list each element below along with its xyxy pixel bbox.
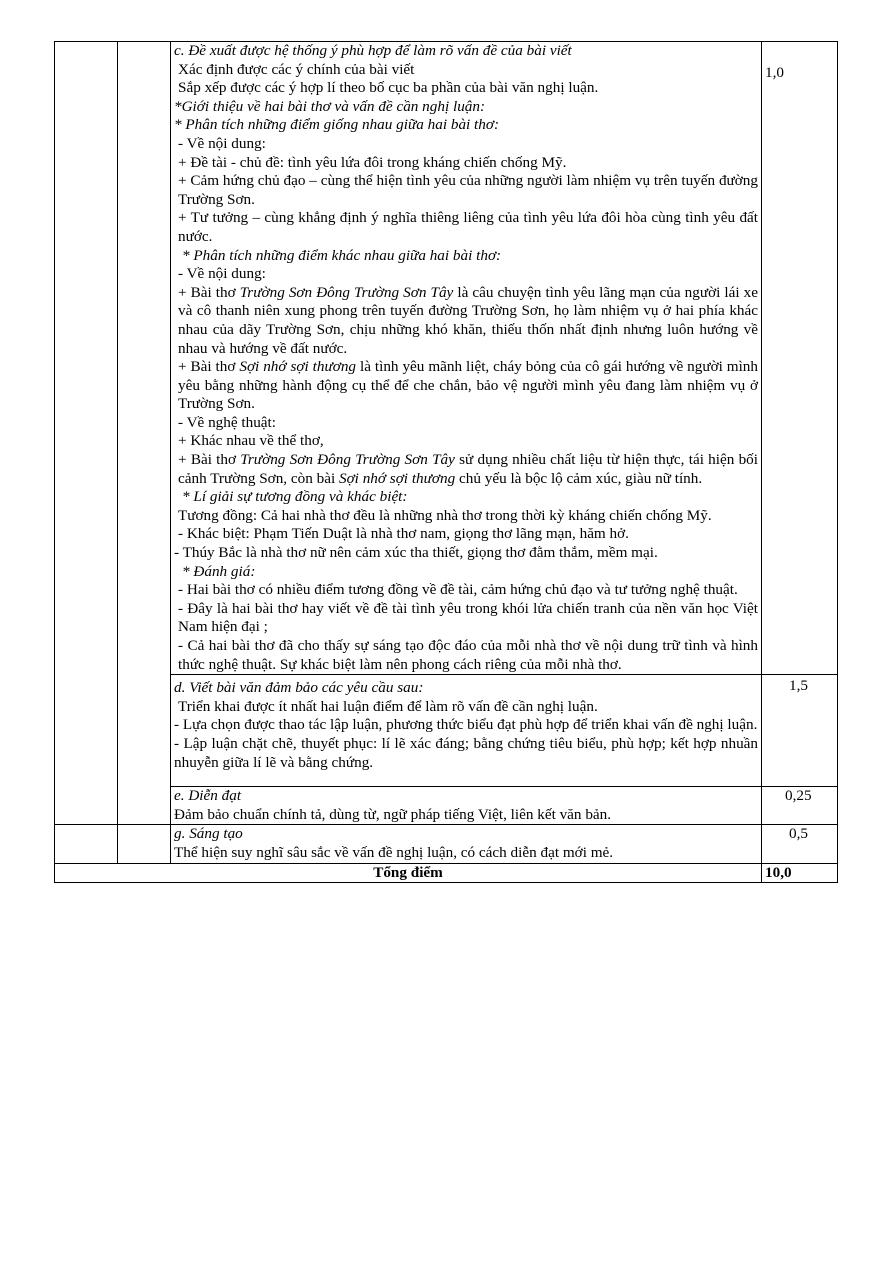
row-section-d (55, 675, 838, 787)
text-line: Xác định được các ý chính của bài viết (178, 60, 415, 78)
poem-title: Sợi nhớ sợi thương (338, 469, 456, 487)
text-line: - Về nội dung: (178, 134, 266, 152)
col-part-cell (118, 825, 171, 863)
text-run: + Bài thơ (178, 451, 241, 469)
section-c-score: 1,0 (765, 64, 784, 81)
section-e-score-cell (762, 787, 838, 825)
col-question-cell (55, 825, 118, 863)
text-line: * Lí giải sự tương đồng và khác biệt: (182, 488, 408, 506)
text-line: * Phân tích những điểm khác nhau giữa hai bài thơ: (182, 246, 502, 264)
row-total (55, 863, 838, 883)
text-paragraph (174, 451, 758, 488)
text-line: + Đề tài - chủ đề: tình yêu lứa đôi trong kháng chiến chống Mỹ. (178, 153, 567, 171)
text-line: * Đánh giá: (182, 562, 256, 580)
section-e-score: 0,25 (785, 787, 812, 805)
text-run: chủ yếu là bộc lộ cảm xúc, giàu nữ tính. (455, 469, 703, 487)
text-line: * Phân tích những điểm giống nhau giữa hai bài thơ: (174, 116, 500, 134)
text-line: Thể hiện suy nghĩ sâu sắc về vấn đề nghị luận, có cách diễn đạt mới mẻ. (174, 843, 614, 861)
text-paragraph: + Cảm hứng chủ đạo – cùng thể hiện tình yêu của những người làm nhiệm vụ trên tuyến đường Trường Sơn. (178, 172, 758, 208)
poem-title: Trường Sơn Đông Trường Sơn Tây (239, 283, 454, 301)
text-line: - Về nghệ thuật: (178, 413, 276, 431)
row-section-c (55, 42, 838, 675)
text-run: sử dụng nhiều chất liệu từ hiện thực, tái hiện bối cảnh Trường Sơn, còn bài (178, 451, 758, 487)
text-line: *Giới thiệu về hai bài thơ và vấn đề cần nghị luận: (174, 97, 486, 115)
text-line: Đảm bảo chuẩn chính tả, dùng từ, ngữ pháp tiếng Việt, liên kết văn bản. (174, 805, 612, 823)
text-run: là câu chuyện tình yêu lãng mạn của người lái xe và cô thanh niên xung phong trên tuyến đường Trường Sơn, họ làm nhiệm vụ ở hai phía khác nhau của dãy Trường Sơn, chịu những khó khăn, thiếu thốn nhất định nhưng luôn hướng về nhau và hướng về đất nước. (178, 283, 758, 357)
section-e-title: e. Diễn đạt (174, 787, 242, 805)
text-line: - Khác biệt: Phạm Tiến Duật là nhà thơ nam, giọng thơ lãng mạn, hăm hở. (178, 525, 629, 543)
text-paragraph: - Đây là hai bài thơ hay viết về đề tài tình yêu trong khói lửa chiến tranh của nền văn học Việt Nam hiện đại ; (178, 599, 758, 636)
text-paragraph: - Lập luận chặt chẽ, thuyết phục: lí lẽ xác đáng; bằng chứng tiêu biểu, phù hợp; kết hợp nhuần nhuyễn giữa lí lẽ và bằng chứng. (174, 734, 758, 771)
text-line: Triển khai được ít nhất hai luận điểm để làm rõ vấn đề cần nghị luận. (178, 697, 598, 715)
text-paragraph: - Hai bài thơ có nhiều điểm tương đồng về đề tài, cảm hứng chủ đạo và tư tưởng nghệ thuật. (178, 581, 738, 599)
text-paragraph: - Lựa chọn được thao tác lập luận, phương thức biểu đạt phù hợp để triển khai vấn đề nghị luận. (174, 716, 758, 734)
text-run: + Bài thơ (178, 358, 240, 376)
text-run: + Bài thơ (178, 283, 240, 301)
text-line: Sắp xếp được các ý hợp lí theo bố cục ba phần của bài văn nghị luận. (178, 79, 599, 97)
grading-table (54, 41, 838, 883)
total-label: Tổng điểm (55, 863, 762, 883)
text-paragraph (174, 284, 758, 358)
text-line: + Khác nhau về thể thơ, (178, 432, 324, 450)
section-g-title: g. Sáng tạo (174, 825, 243, 843)
section-e-content (171, 787, 762, 825)
section-c-title: c. Đề xuất được hệ thống ý phù hợp để làm rõ vấn đề của bài viết (174, 42, 572, 59)
text-line: - Về nội dung: (178, 265, 266, 283)
section-d-score-cell (762, 675, 838, 787)
total-score: 10,0 (762, 863, 838, 883)
poem-title: Sợi nhớ sợi thương (239, 358, 357, 376)
text-run: là tình yêu mãnh liệt, cháy bỏng của cô gái hướng về người mình yêu bằng những hành động cụ thể để che chắn, bảo vệ người mình yêu đang làm nhiệm vụ ở Trường Sơn. (178, 358, 758, 413)
col-question-cell (55, 42, 118, 825)
section-g-score: 0,5 (789, 825, 808, 843)
section-d-content (171, 675, 762, 787)
row-section-e (55, 787, 838, 825)
text-paragraph (174, 358, 758, 414)
text-paragraph: Tương đồng: Cả hai nhà thơ đều là những nhà thơ trong thời kỳ kháng chiến chống Mỹ. (178, 506, 712, 524)
poem-title: Trường Sơn Đông Trường Sơn Tây (240, 451, 455, 469)
section-d-score: 1,5 (789, 677, 808, 695)
section-c-content (171, 42, 762, 675)
text-paragraph: - Cả hai bài thơ đã cho thấy sự sáng tạo độc đáo của mỗi nhà thơ về nội dung trữ tình và hình thức nghệ thuật. Sự khác biệt làm nên phong cách riêng của mỗi nhà thơ. (178, 637, 758, 673)
text-paragraph: - Thúy Bắc là nhà thơ nữ nên cảm xúc tha thiết, giọng thơ đằm thắm, mềm mại. (174, 544, 658, 562)
section-g-score-cell (762, 825, 838, 863)
col-part-cell (118, 42, 171, 825)
section-d-title: d. Viết bài văn đảm bảo các yêu cầu sau: (174, 679, 424, 697)
text-paragraph: + Tư tưởng – cùng khẳng định ý nghĩa thiêng liêng của tình yêu lứa đôi hòa cùng tình yêu đất nước. (178, 209, 758, 245)
section-g-content (171, 825, 762, 863)
row-section-g (55, 825, 838, 863)
section-c-score-cell (762, 42, 838, 675)
